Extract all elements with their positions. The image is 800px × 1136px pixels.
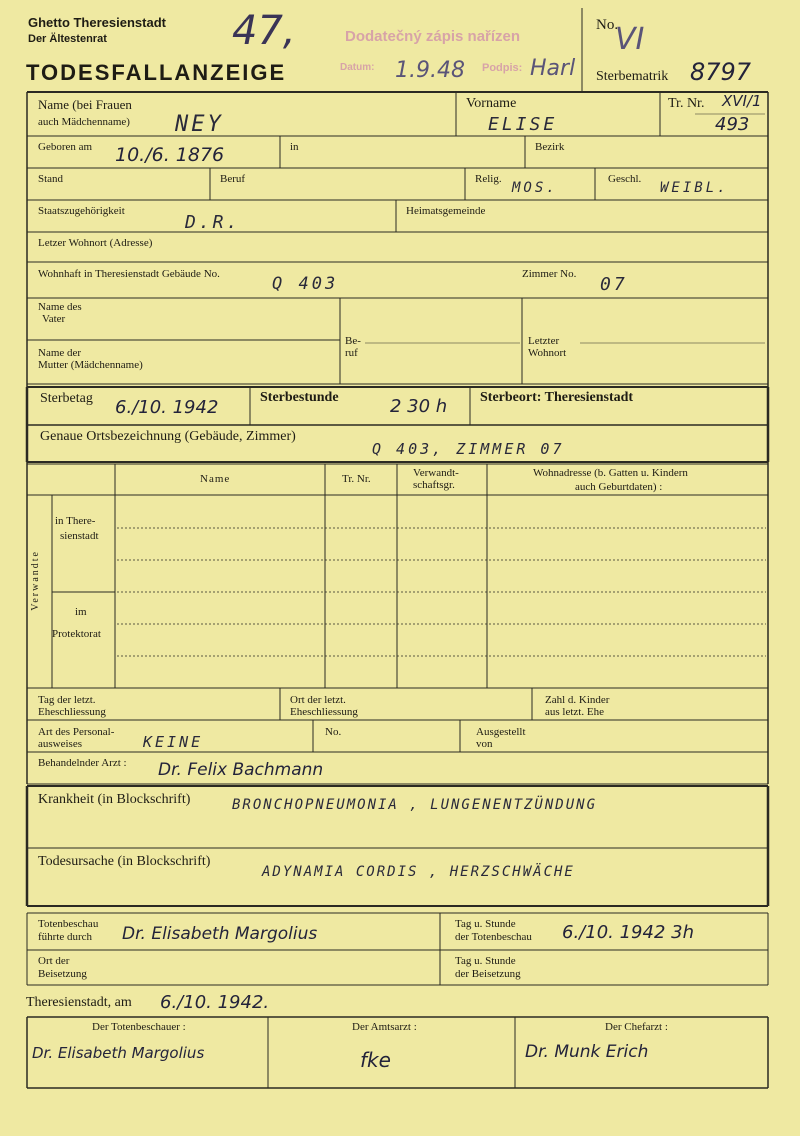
ausweis-value: KEINE [143,733,204,751]
stamp-datum-value: 1.9.48 [395,58,465,83]
beschauer-signature: Dr. Elisabeth Margolius [32,1044,205,1062]
org-name: Ghetto Theresienstadt [28,15,166,30]
mutter-label-2: Mutter (Mädchenname) [38,359,143,371]
chefarzt-label: Der Chefarzt : [605,1021,668,1033]
beruf2-label-2: ruf [345,347,358,359]
zimmer-value: 07 [600,274,628,295]
geschl-value: WEIBL. [660,180,729,196]
arzt-label: Behandelnder Arzt : [38,757,127,769]
kinder-label-2: aus letzt. Ehe [545,706,604,718]
ortsbez-label: Genaue Ortsbezeichnung (Gebäude, Zimmer) [40,429,296,444]
sterbematrik-label: Sterbematrik [596,69,669,84]
sterbestunde-label: Sterbestunde [260,390,339,405]
geschl-label: Geschl. [608,173,642,185]
rel-adr-header-2: auch Geburtdaten) : [575,481,663,493]
krankheit-label: Krankheit (in Blockschrift) [38,792,191,807]
amtsarzt-signature: fke [360,1048,391,1072]
wohnort-label: Letzer Wohnort (Adresse) [38,237,153,249]
stamp-podpis-label: Podpis: [482,62,523,74]
ausgestellt-label-2: von [476,738,493,750]
letzter-label-2: Wohnort [528,347,567,359]
rel-verw-header: Verwandt- [413,467,459,479]
rel-in-label-2: sienstadt [60,530,99,542]
vorname-value: ELISE [488,114,558,135]
heimat-label: Heimatsgemeinde [406,205,486,217]
ehe-ort-label-2: Eheschliessung [290,706,358,718]
name-label-2: auch Mädchenname) [38,116,130,128]
ausweis-label-2: ausweises [38,738,82,750]
sterbestunde-value: 2 30 h [390,396,448,417]
wohnhaft-value: Q 403 [272,274,339,294]
beisetz-ort-label: Ort der [38,955,70,967]
no-value: VI [615,22,645,57]
vater-label: Name des [38,301,82,313]
letzter-label: Letzter [528,335,560,347]
name-value: NEY [175,112,224,137]
amtsarzt-label: Der Amtsarzt : [352,1021,417,1033]
no-label: No. [596,17,619,33]
relig-value: MOS. [512,180,558,196]
ausgestellt-label: Ausgestellt [476,726,526,738]
ehe-tag-label: Tag der letzt. [38,694,96,706]
beschauer-label: Der Totenbeschauer : [92,1021,186,1033]
rel-in-label: in There- [55,515,96,527]
beruf-label: Beruf [220,173,246,185]
totenbeschau-value: Dr. Elisabeth Margolius [122,924,318,944]
handwritten-number: 47, [232,8,296,54]
trnr-value-1: XVI/1 [722,92,762,110]
vater-label-2: Vater [42,313,66,325]
name-label: Name (bei Frauen [38,97,132,112]
stand-label: Stand [38,173,64,185]
chefarzt-signature: Dr. Munk Erich [525,1042,649,1062]
todesursache-value: ADYNAMIA CORDIS , HERZSCHWÄCHE [262,864,575,880]
totenbeschau-label: Totenbeschau [38,918,99,930]
beisetz-tag-label-2: der Beisetzung [455,968,521,980]
totenbeschau-label-2: führte durch [38,931,93,943]
vorname-label: Vorname [466,96,517,111]
krankheit-value: BRONCHOPNEUMONIA , LUNGENENTZÜNDUNG [232,797,598,813]
rel-vertical-label: Verwandte [30,550,41,611]
sterbematrik-value: 8797 [690,58,752,86]
rel-verw-header-2: schaftsgr. [413,479,455,491]
geboren-label: Geboren am [38,141,93,153]
rel-adr-header: Wohnadresse (b. Gatten u. Kindern [533,467,688,479]
rel-name-header: Name [200,473,231,485]
beisetz-tag-label: Tag u. Stunde [455,955,516,967]
trnr-label: Tr. Nr. [668,96,705,111]
rel-prot-label: Protektorat [52,628,101,640]
beruf2-label: Be- [345,335,361,347]
place-date-value: 6./10. 1942. [160,992,270,1013]
todesursache-label: Todesursache (in Blockschrift) [38,854,211,869]
org-subname: Der Ältestenrat [28,33,107,45]
trnr-value-2: 493 [715,114,750,135]
ausweis-label: Art des Personal- [38,726,115,738]
tag-beschau-value: 6./10. 1942 3h [562,922,694,943]
sterbeort-label: Sterbeort: Theresienstadt [480,390,634,405]
zimmer-label: Zimmer No. [522,268,577,280]
stamp-datum-label: Datum: [340,62,375,73]
sterbetag-value: 6./10. 1942 [115,397,219,418]
rel-im-label: im [75,606,87,618]
beisetz-ort-label-2: Beisetzung [38,968,87,980]
sterbetag-label: Sterbetag [40,391,93,406]
arzt-value: Dr. Felix Bachmann [158,760,324,780]
staat-value: D.R. [185,212,241,233]
tag-beschau-label: Tag u. Stunde [455,918,516,930]
tag-beschau-label-2: der Totenbeschau [455,931,532,943]
rel-trnr-header: Tr. Nr. [342,473,371,485]
bezirk-label: Bezirk [535,141,565,153]
wohnhaft-label: Wohnhaft in Theresienstadt Gebäude No. [38,268,220,280]
ortsbez-value: Q 403, ZIMMER 07 [372,440,565,458]
kinder-label: Zahl d. Kinder [545,694,610,706]
staat-label: Staatszugehörigkeit [38,205,125,217]
stamp-podpis-value: Harl [530,56,576,81]
mutter-label: Name der [38,347,82,359]
stamp-line1: Dodatečný zápis nařízen [345,28,521,45]
relig-label: Relig. [475,173,502,185]
ehe-tag-label-2: Eheschliessung [38,706,106,718]
geboren-value: 10./6. 1876 [115,144,225,166]
no2-label: No. [325,726,342,738]
document-title: TODESFALLANZEIGE [26,60,287,85]
in-label: in [290,141,299,153]
ehe-ort-label: Ort der letzt. [290,694,346,706]
place-date-label: Theresienstadt, am [26,995,132,1010]
